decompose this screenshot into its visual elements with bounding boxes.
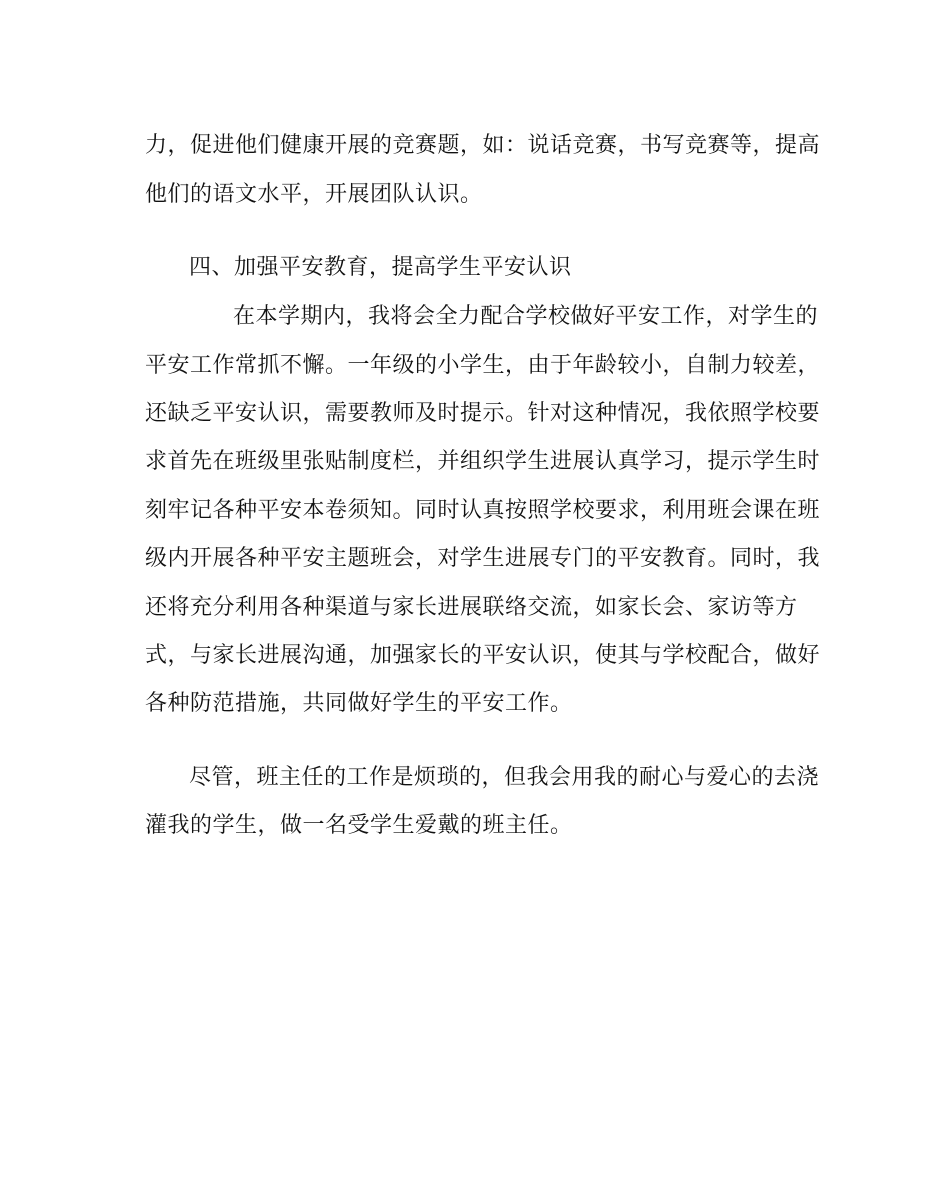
text-line: 平安工作常抓不懈。一年级的小学生，由于年龄较小，自制力较差，	[145, 353, 821, 378]
text-line: 他们的语文水平，开展团队认识。	[145, 182, 483, 207]
text-line: 还缺乏平安认识，需要教师及时提示。针对这种情况，我依照学校要	[145, 401, 821, 426]
section-heading: 四、加强平安教育，提高学生平安认识	[189, 255, 572, 280]
text-line: 尽管，班主任的工作是烦琐的，但我会用我的耐心与爱心的去浇	[189, 765, 820, 790]
text-line: 级内开展各种平安主题班会，对学生进展专门的平安教育。同时，我	[145, 546, 821, 571]
text-line: 求首先在班级里张贴制度栏，并组织学生进展认真学习，提示学生时	[145, 449, 821, 474]
text-line: 式，与家长进展沟通，加强家长的平安认识，使其与学校配合，做好	[145, 643, 821, 668]
text-line: 力，促进他们健康开展的竞赛题，如：说话竞赛，书写竞赛等，提高	[145, 133, 821, 158]
text-line: 还将充分利用各种渠道与家长进展联络交流，如家长会、家访等方	[145, 595, 798, 620]
text-line: 刻牢记各种平安本卷须知。同时认真按照学校要求，利用班会课在班	[145, 498, 821, 523]
text-line: 在本学期内，我将会全力配合学校做好平安工作，对学生的	[233, 304, 819, 329]
text-line: 灌我的学生，做一名受学生爱戴的班主任。	[145, 813, 573, 838]
text-line: 各种防范措施，共同做好学生的平安工作。	[145, 691, 573, 716]
